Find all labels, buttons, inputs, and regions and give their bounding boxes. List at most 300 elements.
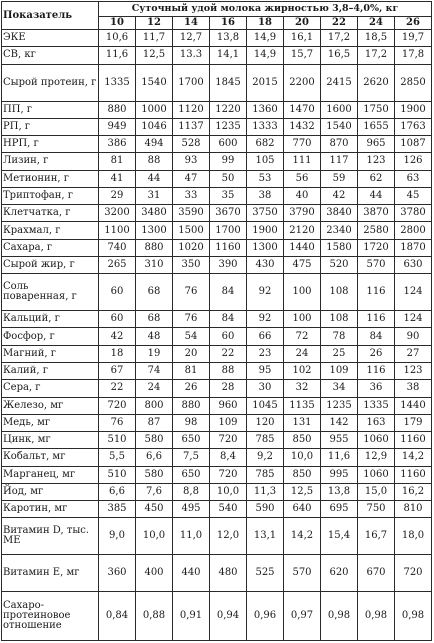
value-cell: 475 [284, 256, 321, 273]
value-cell: 3870 [358, 205, 395, 222]
value-cell: 570 [358, 256, 395, 273]
value-cell: 15,7 [284, 47, 321, 64]
value-cell: 650 [173, 466, 210, 483]
row-label: Клетчатка, г [2, 205, 99, 222]
value-cell: 390 [210, 256, 247, 273]
value-cell: 116 [358, 363, 395, 380]
value-cell: 350 [173, 256, 210, 273]
value-cell: 1540 [321, 118, 358, 135]
value-cell: 2580 [358, 222, 395, 239]
value-cell: 108 [321, 311, 358, 328]
row-label: Цинк, мг [2, 432, 99, 449]
value-cell: 38 [395, 380, 432, 397]
value-cell: 98 [173, 414, 210, 431]
value-cell: 960 [210, 397, 247, 414]
value-cell: 26 [173, 380, 210, 397]
value-cell: 123 [358, 153, 395, 170]
value-cell: 850 [284, 432, 321, 449]
row-label: Железо, мг [2, 397, 99, 414]
value-cell: 3790 [284, 205, 321, 222]
value-cell: 1020 [173, 239, 210, 256]
value-cell: 360 [99, 555, 136, 592]
value-cell: 12,5 [284, 483, 321, 500]
value-cell: 1500 [173, 222, 210, 239]
value-cell: 785 [247, 432, 284, 449]
value-cell: 44 [136, 170, 173, 187]
value-cell: 44 [358, 187, 395, 204]
row-label: Лизин, г [2, 153, 99, 170]
value-cell: 8,4 [210, 449, 247, 466]
value-cell: 60 [99, 274, 136, 311]
value-cell: 0,88 [136, 592, 173, 641]
table-row [2, 501, 432, 518]
value-cell: 14,2 [395, 449, 432, 466]
value-cell: 3590 [173, 205, 210, 222]
table-row [2, 363, 432, 380]
value-cell: 66 [247, 328, 284, 345]
row-label: Медь, мг [2, 414, 99, 431]
row-label: Калий, г [2, 363, 99, 380]
value-cell: 520 [321, 256, 358, 273]
value-cell: 570 [284, 555, 321, 592]
value-cell: 3200 [99, 205, 136, 222]
table-body [2, 30, 432, 641]
value-cell: 495 [173, 501, 210, 518]
value-cell: 1440 [395, 397, 432, 414]
value-cell: 59 [321, 170, 358, 187]
value-cell: 29 [99, 187, 136, 204]
value-cell: 22 [210, 345, 247, 362]
yield-column-header: 16 [210, 17, 247, 30]
value-cell: 9,0 [99, 518, 136, 555]
value-cell: 5,5 [99, 449, 136, 466]
value-cell: 88 [136, 153, 173, 170]
row-label: Сырой жир, г [2, 256, 99, 273]
value-cell: 3780 [395, 205, 432, 222]
value-cell: 18,5 [358, 30, 395, 47]
value-cell: 8,8 [173, 483, 210, 500]
value-cell: 265 [99, 256, 136, 273]
value-cell: 2800 [395, 222, 432, 239]
table-row [2, 380, 432, 397]
value-cell: 18 [99, 345, 136, 362]
value-cell: 6,6 [136, 449, 173, 466]
value-cell: 0,97 [284, 592, 321, 641]
value-cell: 108 [321, 274, 358, 311]
value-cell: 62 [358, 170, 395, 187]
value-cell: 24 [284, 345, 321, 362]
value-cell: 12,7 [173, 30, 210, 47]
value-cell: 965 [358, 136, 395, 153]
value-cell: 430 [247, 256, 284, 273]
value-cell: 11,7 [136, 30, 173, 47]
value-cell: 92 [247, 311, 284, 328]
value-cell: 48 [136, 328, 173, 345]
table-row [2, 153, 432, 170]
milk-yield-header: Суточный удой молока жирностью 3,8–4,0%, кг [99, 2, 432, 17]
value-cell: 53 [247, 170, 284, 187]
table-row [2, 274, 432, 311]
row-label: Витамин D, тыс. МЕ [2, 518, 99, 555]
value-cell: 400 [136, 555, 173, 592]
value-cell: 15,0 [358, 483, 395, 500]
yield-column-header: 22 [321, 17, 358, 30]
value-cell: 109 [321, 363, 358, 380]
value-cell: 24 [136, 380, 173, 397]
row-label: Сахаро-протеиновое отношение [2, 592, 99, 641]
value-cell: 50 [210, 170, 247, 187]
yield-column-header: 26 [395, 17, 432, 30]
value-cell: 528 [173, 136, 210, 153]
row-label: Сера, г [2, 380, 99, 397]
row-label: Витамин E, мг [2, 555, 99, 592]
value-cell: 78 [321, 328, 358, 345]
value-cell: 1720 [358, 239, 395, 256]
value-cell: 28 [210, 380, 247, 397]
value-cell: 120 [247, 414, 284, 431]
table-row [2, 256, 432, 273]
value-cell: 810 [395, 501, 432, 518]
value-cell: 179 [395, 414, 432, 431]
value-cell: 27 [395, 345, 432, 362]
value-cell: 11,0 [173, 518, 210, 555]
table-row [2, 397, 432, 414]
value-cell: 109 [210, 414, 247, 431]
value-cell: 12,0 [210, 518, 247, 555]
table-row [2, 136, 432, 153]
value-cell: 525 [247, 555, 284, 592]
value-cell: 11,6 [321, 449, 358, 466]
value-cell: 11,6 [99, 47, 136, 64]
table-row [2, 205, 432, 222]
value-cell: 56 [284, 170, 321, 187]
value-cell: 0,91 [173, 592, 210, 641]
value-cell: 13,1 [247, 518, 284, 555]
value-cell: 3750 [247, 205, 284, 222]
value-cell: 10,0 [284, 449, 321, 466]
table-row [2, 449, 432, 466]
value-cell: 40 [284, 187, 321, 204]
value-cell: 16,7 [358, 518, 395, 555]
value-cell: 0,98 [358, 592, 395, 641]
value-cell: 16,2 [395, 483, 432, 500]
value-cell: 99 [210, 153, 247, 170]
value-cell: 13.3 [173, 47, 210, 64]
value-cell: 1137 [173, 118, 210, 135]
nutrition-norms-table [1, 1, 432, 641]
value-cell: 720 [395, 555, 432, 592]
value-cell: 1750 [358, 101, 395, 118]
table-row [2, 483, 432, 500]
table-row [2, 239, 432, 256]
yield-column-header: 12 [136, 17, 173, 30]
value-cell: 2200 [284, 64, 321, 101]
value-cell: 650 [173, 432, 210, 449]
value-cell: 386 [99, 136, 136, 153]
value-cell: 76 [173, 274, 210, 311]
value-cell: 682 [247, 136, 284, 153]
row-label: Соль поваренная, г [2, 274, 99, 311]
value-cell: 1120 [173, 101, 210, 118]
value-cell: 111 [284, 153, 321, 170]
value-cell: 1235 [210, 118, 247, 135]
table-row [2, 311, 432, 328]
value-cell: 580 [136, 432, 173, 449]
value-cell: 1360 [247, 101, 284, 118]
value-cell: 0,98 [321, 592, 358, 641]
value-cell: 1160 [395, 432, 432, 449]
value-cell: 670 [358, 555, 395, 592]
value-cell: 102 [284, 363, 321, 380]
value-cell: 949 [99, 118, 136, 135]
value-cell: 17,8 [395, 47, 432, 64]
value-cell: 9,2 [247, 449, 284, 466]
value-cell: 510 [99, 466, 136, 483]
value-cell: 20 [173, 345, 210, 362]
value-cell: 785 [247, 466, 284, 483]
value-cell: 2015 [247, 64, 284, 101]
value-cell: 33 [173, 187, 210, 204]
value-cell: 880 [136, 239, 173, 256]
yield-column-header: 14 [173, 17, 210, 30]
value-cell: 68 [136, 311, 173, 328]
value-cell: 1300 [136, 222, 173, 239]
row-label: Марганец, мг [2, 466, 99, 483]
row-label: Кобальт, мг [2, 449, 99, 466]
value-cell: 385 [99, 501, 136, 518]
row-label: Триптофан, г [2, 187, 99, 204]
value-cell: 72 [284, 328, 321, 345]
value-cell: 3840 [321, 205, 358, 222]
value-cell: 770 [284, 136, 321, 153]
value-cell: 35 [210, 187, 247, 204]
table-row [2, 170, 432, 187]
value-cell: 38 [247, 187, 284, 204]
value-cell: 1000 [136, 101, 173, 118]
yield-column-header: 24 [358, 17, 395, 30]
value-cell: 15,4 [321, 518, 358, 555]
value-cell: 92 [247, 274, 284, 311]
value-cell: 81 [173, 363, 210, 380]
row-label: ЭКЕ [2, 30, 99, 47]
value-cell: 42 [321, 187, 358, 204]
row-label: Фосфор, г [2, 328, 99, 345]
value-cell: 131 [284, 414, 321, 431]
value-cell: 142 [321, 414, 358, 431]
value-cell: 68 [136, 274, 173, 311]
value-cell: 1432 [284, 118, 321, 135]
value-cell: 117 [321, 153, 358, 170]
value-cell: 47 [173, 170, 210, 187]
value-cell: 580 [136, 466, 173, 483]
value-cell: 12,5 [136, 47, 173, 64]
value-cell: 95 [247, 363, 284, 380]
value-cell: 123 [395, 363, 432, 380]
value-cell: 12,9 [358, 449, 395, 466]
value-cell: 1700 [173, 64, 210, 101]
value-cell: 1060 [358, 466, 395, 483]
value-cell: 14,9 [247, 47, 284, 64]
yield-column-header: 18 [247, 17, 284, 30]
table-row [2, 47, 432, 64]
value-cell: 450 [136, 501, 173, 518]
value-cell: 23 [247, 345, 284, 362]
value-cell: 1700 [210, 222, 247, 239]
value-cell: 0,94 [210, 592, 247, 641]
row-label: Сахара, г [2, 239, 99, 256]
value-cell: 7,6 [136, 483, 173, 500]
row-label: Магний, г [2, 345, 99, 362]
row-label: Сырой протеин, г [2, 64, 99, 101]
value-cell: 1580 [321, 239, 358, 256]
value-cell: 1333 [247, 118, 284, 135]
row-label: ПП, г [2, 101, 99, 118]
value-cell: 1763 [395, 118, 432, 135]
value-cell: 41 [99, 170, 136, 187]
value-cell: 93 [173, 153, 210, 170]
value-cell: 10,6 [99, 30, 136, 47]
value-cell: 2340 [321, 222, 358, 239]
value-cell: 1900 [395, 101, 432, 118]
value-cell: 163 [358, 414, 395, 431]
value-cell: 100 [284, 311, 321, 328]
value-cell: 600 [210, 136, 247, 153]
table-row [2, 222, 432, 239]
value-cell: 84 [358, 328, 395, 345]
value-cell: 800 [136, 397, 173, 414]
value-cell: 1100 [99, 222, 136, 239]
value-cell: 1600 [321, 101, 358, 118]
table-row [2, 592, 432, 641]
value-cell: 1087 [395, 136, 432, 153]
value-cell: 1235 [321, 397, 358, 414]
value-cell: 1845 [210, 64, 247, 101]
value-cell: 995 [321, 466, 358, 483]
value-cell: 440 [173, 555, 210, 592]
table-row [2, 432, 432, 449]
value-cell: 7,5 [173, 449, 210, 466]
value-cell: 54 [173, 328, 210, 345]
value-cell: 32 [284, 380, 321, 397]
value-cell: 116 [358, 311, 395, 328]
row-label: СВ, кг [2, 47, 99, 64]
value-cell: 480 [210, 555, 247, 592]
value-cell: 81 [99, 153, 136, 170]
value-cell: 74 [136, 363, 173, 380]
value-cell: 1655 [358, 118, 395, 135]
value-cell: 124 [395, 274, 432, 311]
value-cell: 640 [284, 501, 321, 518]
value-cell: 1300 [247, 239, 284, 256]
value-cell: 124 [395, 311, 432, 328]
value-cell: 13,8 [321, 483, 358, 500]
row-label: Крахмал, г [2, 222, 99, 239]
value-cell: 3670 [210, 205, 247, 222]
value-cell: 16,1 [284, 30, 321, 47]
value-cell: 1870 [395, 239, 432, 256]
table-row [2, 414, 432, 431]
value-cell: 494 [136, 136, 173, 153]
value-cell: 1160 [210, 239, 247, 256]
value-cell: 36 [358, 380, 395, 397]
value-cell: 1135 [284, 397, 321, 414]
value-cell: 1335 [99, 64, 136, 101]
value-cell: 720 [210, 432, 247, 449]
value-cell: 84 [210, 311, 247, 328]
value-cell: 18,0 [395, 518, 432, 555]
value-cell: 1900 [247, 222, 284, 239]
value-cell: 10,0 [136, 518, 173, 555]
value-cell: 126 [395, 153, 432, 170]
value-cell: 11,3 [247, 483, 284, 500]
value-cell: 31 [136, 187, 173, 204]
value-cell: 84 [210, 274, 247, 311]
value-cell: 17,2 [321, 30, 358, 47]
value-cell: 45 [395, 187, 432, 204]
value-cell: 76 [173, 311, 210, 328]
value-cell: 955 [321, 432, 358, 449]
row-label: Каротин, мг [2, 501, 99, 518]
row-label: Йод, мг [2, 483, 99, 500]
value-cell: 105 [247, 153, 284, 170]
value-cell: 0,96 [247, 592, 284, 641]
value-cell: 720 [99, 397, 136, 414]
value-cell: 1060 [358, 432, 395, 449]
value-cell: 17,2 [358, 47, 395, 64]
value-cell: 0,98 [395, 592, 432, 641]
value-cell: 60 [210, 328, 247, 345]
row-label: Кальций, г [2, 311, 99, 328]
value-cell: 540 [210, 501, 247, 518]
table-row [2, 118, 432, 135]
value-cell: 88 [210, 363, 247, 380]
row-label: Метионин, г [2, 170, 99, 187]
value-cell: 116 [358, 274, 395, 311]
table-row [2, 64, 432, 101]
value-cell: 620 [321, 555, 358, 592]
value-cell: 630 [395, 256, 432, 273]
yield-column-header: 10 [99, 17, 136, 30]
table-row [2, 101, 432, 118]
value-cell: 2850 [395, 64, 432, 101]
value-cell: 870 [321, 136, 358, 153]
value-cell: 750 [358, 501, 395, 518]
value-cell: 19,7 [395, 30, 432, 47]
value-cell: 10,0 [210, 483, 247, 500]
value-cell: 16,5 [321, 47, 358, 64]
row-label: НРП, г [2, 136, 99, 153]
value-cell: 14,2 [284, 518, 321, 555]
value-cell: 76 [99, 414, 136, 431]
value-cell: 14,9 [247, 30, 284, 47]
value-cell: 90 [395, 328, 432, 345]
header-row-top [2, 2, 432, 17]
value-cell: 67 [99, 363, 136, 380]
value-cell: 0,84 [99, 592, 136, 641]
value-cell: 63 [395, 170, 432, 187]
value-cell: 22 [99, 380, 136, 397]
value-cell: 1470 [284, 101, 321, 118]
value-cell: 25 [321, 345, 358, 362]
value-cell: 87 [136, 414, 173, 431]
value-cell: 850 [284, 466, 321, 483]
table-row [2, 518, 432, 555]
value-cell: 6,6 [99, 483, 136, 500]
value-cell: 695 [321, 501, 358, 518]
value-cell: 2120 [284, 222, 321, 239]
row-label: РП, г [2, 118, 99, 135]
value-cell: 1220 [210, 101, 247, 118]
